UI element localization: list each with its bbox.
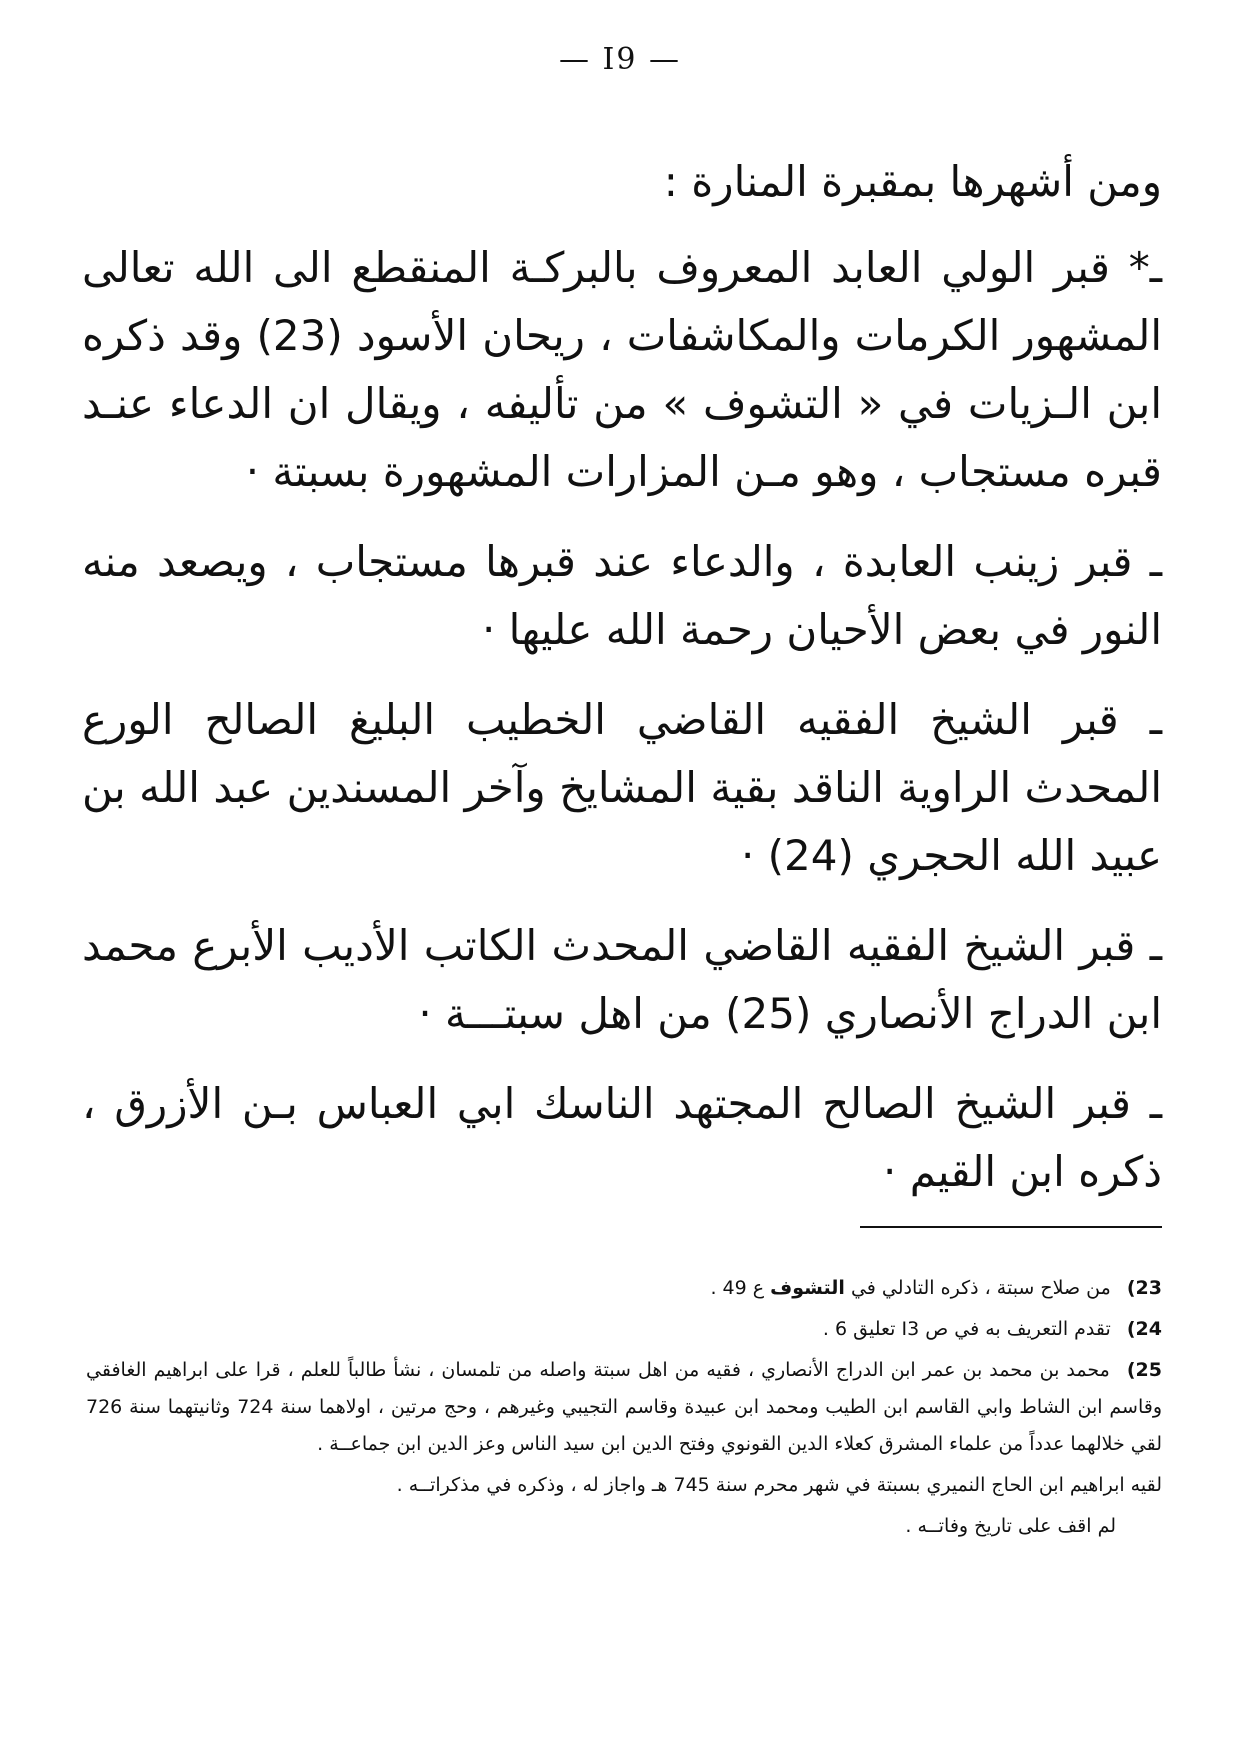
footnote-number: 24): [1126, 1318, 1162, 1340]
footnote-25-continuation: لقيه ابراهيم ابن الحاج النميري بسبتة في شهر محرم سنة 745 هـ واجاز له ، وذكره في مذكراتــه .: [396, 1474, 1162, 1496]
footnotes: [86, 1270, 1162, 1549]
footnote-divider: [860, 1226, 1162, 1228]
footnote-23: [86, 1270, 1162, 1307]
page-number: — I9 —: [558, 42, 681, 77]
paragraph-rayhan: ـ* قبر الولي العابد المعروف بالبركـة المنقطع الى الله تعالى المشهور الكرمات والمكاشفات ، ريحان الأسود (23) وقد ذكره ابن الـزيات في « التشوف » من تأليفه ، ويقال ان الدعاء عنـد قبره مستجاب ، وهو مـن المزارات المشهورة بسبتة ·: [82, 243, 1163, 496]
footnote-24: [86, 1311, 1162, 1348]
paragraph-zaynab: ـ قبر زينب العابدة ، والدعاء عند قبرها مستجاب ، ويصعد منه النور في بعض الأحيان رحمة الله عليها ·: [82, 537, 1162, 654]
footnote-text: ع 49 .: [710, 1277, 765, 1299]
footnote-book-title: التشوف: [770, 1277, 845, 1299]
paragraph-hajri: ـ قبر الشيخ الفقيه القاضي الخطيب البليغ الصالح الورع المحدث الراوية الناقد بقية المشايخ وآخر المسندين عبد الله بن عبيد الله الحجري (24) ·: [82, 695, 1162, 880]
footnote-text: تقدم التعريف به في ص I3 تعليق 6 .: [822, 1318, 1111, 1340]
section-heading: ومن أشهرها بمقبرة المنارة :: [663, 157, 1162, 206]
footnote-number: 25): [1126, 1359, 1162, 1381]
paragraph-ibn-darraj: ـ قبر الشيخ الفقيه القاضي المحدث الكاتب الأديب الأبرع محمد ابن الدراج الأنصاري (25) من اهل سبتـــة ·: [82, 921, 1162, 1038]
footnote-number: 23): [1126, 1277, 1162, 1299]
footnote-25: [86, 1352, 1162, 1463]
footnote-text: من صلاح سبتة ، ذكره التادلي في: [850, 1277, 1111, 1299]
footnote-text: محمد بن محمد بن عمر ابن الدراج الأنصاري ، فقيه من اهل سبتة واصله من تلمسان ، نشأ طالباً للعلم ، قرا على ابراهيم الغافقي وقاسم ابن الشاط وابي القاسم ابن الطيب ومحمد ابن عبيدة وقاسم التجيبي وغيرهم ، وحج مرتين ، اولاهما سنة 724 وثانيتهما سنة 726 لقي خلالهما عدداً من علماء المشرق كعلاء الدين القونوي وفتح الدين ابن سيد الناس وعز الدين ابن جماعــة .: [86, 1359, 1163, 1455]
paragraph-ibn-azraq: ـ قبر الشيخ الصالح المجتهد الناسك ابي العباس بـن الأزرق ، ذكره ابن القيم ·: [82, 1079, 1162, 1196]
footnote-25-final: لم اقف على تاريخ وفاتــه .: [905, 1515, 1116, 1537]
main-text: [82, 148, 1162, 1228]
